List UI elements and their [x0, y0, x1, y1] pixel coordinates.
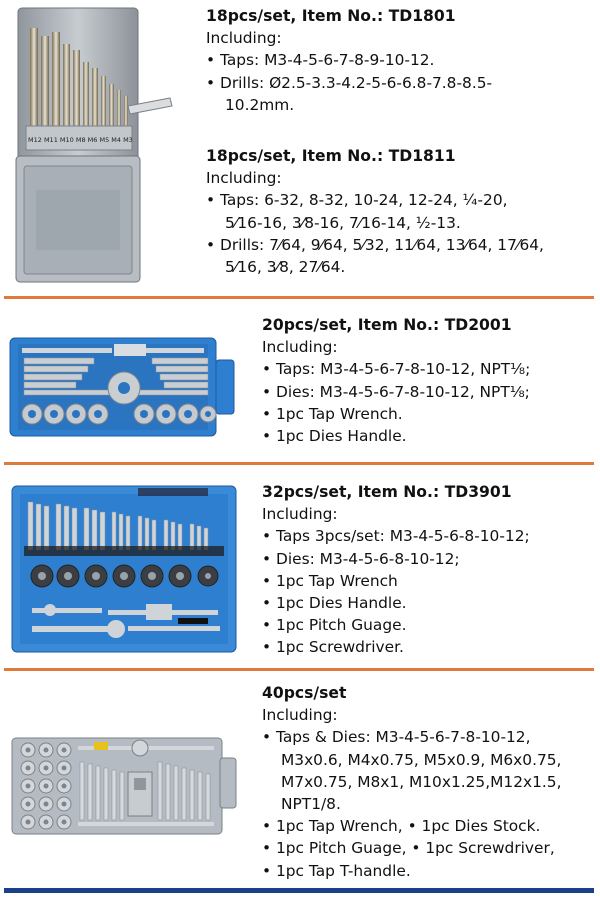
- td1801-description: [206, 5, 492, 116]
- td3901-line-5: • 1pc Pitch Guage.: [262, 616, 407, 635]
- td3901-line-1: • Taps 3pcs/set: M3-4-5-6-8-10-12;: [262, 527, 530, 546]
- td1801-product-photo: [10, 6, 180, 286]
- td1811-title: 18pcs/set, Item No.: TD1811: [206, 147, 456, 165]
- td3901-line-2: • Dies: M3-4-5-6-8-10-12;: [262, 549, 460, 568]
- td3901-line-6: • 1pc Screwdriver.: [262, 638, 404, 657]
- bottom-bar: [4, 888, 594, 893]
- set40-line-5: • 1pc Tap Wrench, • 1pc Dies Stock.: [262, 817, 541, 836]
- td2001-including: Including:: [262, 338, 338, 357]
- section-divider-3: [4, 668, 594, 671]
- td1811-description: [206, 145, 544, 278]
- td1811-line-3: • Drills: 7⁄64, 9⁄64, 5⁄32, 11⁄64, 13⁄64, 17⁄64,: [206, 235, 544, 254]
- td1801-line-1: • Taps: M3-4-5-6-7-8-9-10-12.: [206, 51, 435, 70]
- set40-line-2: M3x0.6, M4x0.75, M5x0.9, M6x0.75,: [281, 750, 562, 769]
- td2001-line-3: • 1pc Tap Wrench.: [262, 404, 403, 423]
- td1801-line-3: 10.2mm.: [225, 95, 295, 114]
- td2001-line-4: • 1pc Dies Handle.: [262, 427, 407, 446]
- td2001-title: 20pcs/set, Item No.: TD2001: [262, 316, 512, 334]
- set40-line-3: M7x0.75, M8x1, M10x1.25,M12x1.5,: [281, 772, 562, 791]
- section-divider-2: [4, 462, 594, 465]
- td3901-product-photo: [8, 482, 242, 658]
- td2001-line-1: • Taps: M3-4-5-6-7-8-10-12, NPT⅛;: [262, 360, 531, 379]
- td1811-including: Including:: [206, 169, 282, 188]
- set40-line-6: • 1pc Pitch Guage, • 1pc Screwdriver,: [262, 839, 555, 858]
- td1801-title: 18pcs/set, Item No.: TD1801: [206, 7, 456, 25]
- set40-line-7: • 1pc Tap T-handle.: [262, 861, 411, 880]
- td2001-product-photo: [6, 318, 238, 452]
- td1801-including: Including:: [206, 29, 282, 48]
- set40-product-photo: [8, 728, 240, 838]
- set40-description: [262, 682, 561, 882]
- set40-line-1: • Taps & Dies: M3-4-5-6-7-8-10-12,: [262, 728, 531, 747]
- td3901-including: Including:: [262, 505, 338, 524]
- td2001-description: [262, 314, 530, 447]
- td3901-line-3: • 1pc Tap Wrench: [262, 571, 398, 590]
- td3901-description: [262, 481, 530, 659]
- td3901-line-4: • 1pc Dies Handle.: [262, 594, 407, 613]
- td1801-photo-labels: M12 M11 M10 M8 M6 M5 M4 M3: [28, 136, 133, 144]
- td1801-line-2: • Drills: Ø2.5-3.3-4.2-5-6-6.8-7.8-8.5-: [206, 73, 493, 92]
- section-divider-1: [4, 296, 594, 299]
- set40-including: Including:: [262, 706, 338, 725]
- td2001-line-2: • Dies: M3-4-5-6-7-8-10-12, NPT⅛;: [262, 382, 530, 401]
- td1811-line-2: 5⁄16-16, 3⁄8-16, 7⁄16-14, ½-13.: [225, 213, 461, 232]
- set40-line-4: NPT1/8.: [281, 795, 341, 814]
- td3901-title: 32pcs/set, Item No.: TD3901: [262, 483, 512, 501]
- td1811-line-1: • Taps: 6-32, 8-32, 10-24, 12-24, ¼-20,: [206, 191, 508, 210]
- set40-title: 40pcs/set: [262, 684, 347, 702]
- td1811-line-4: 5⁄16, 3⁄8, 27⁄64.: [225, 258, 346, 277]
